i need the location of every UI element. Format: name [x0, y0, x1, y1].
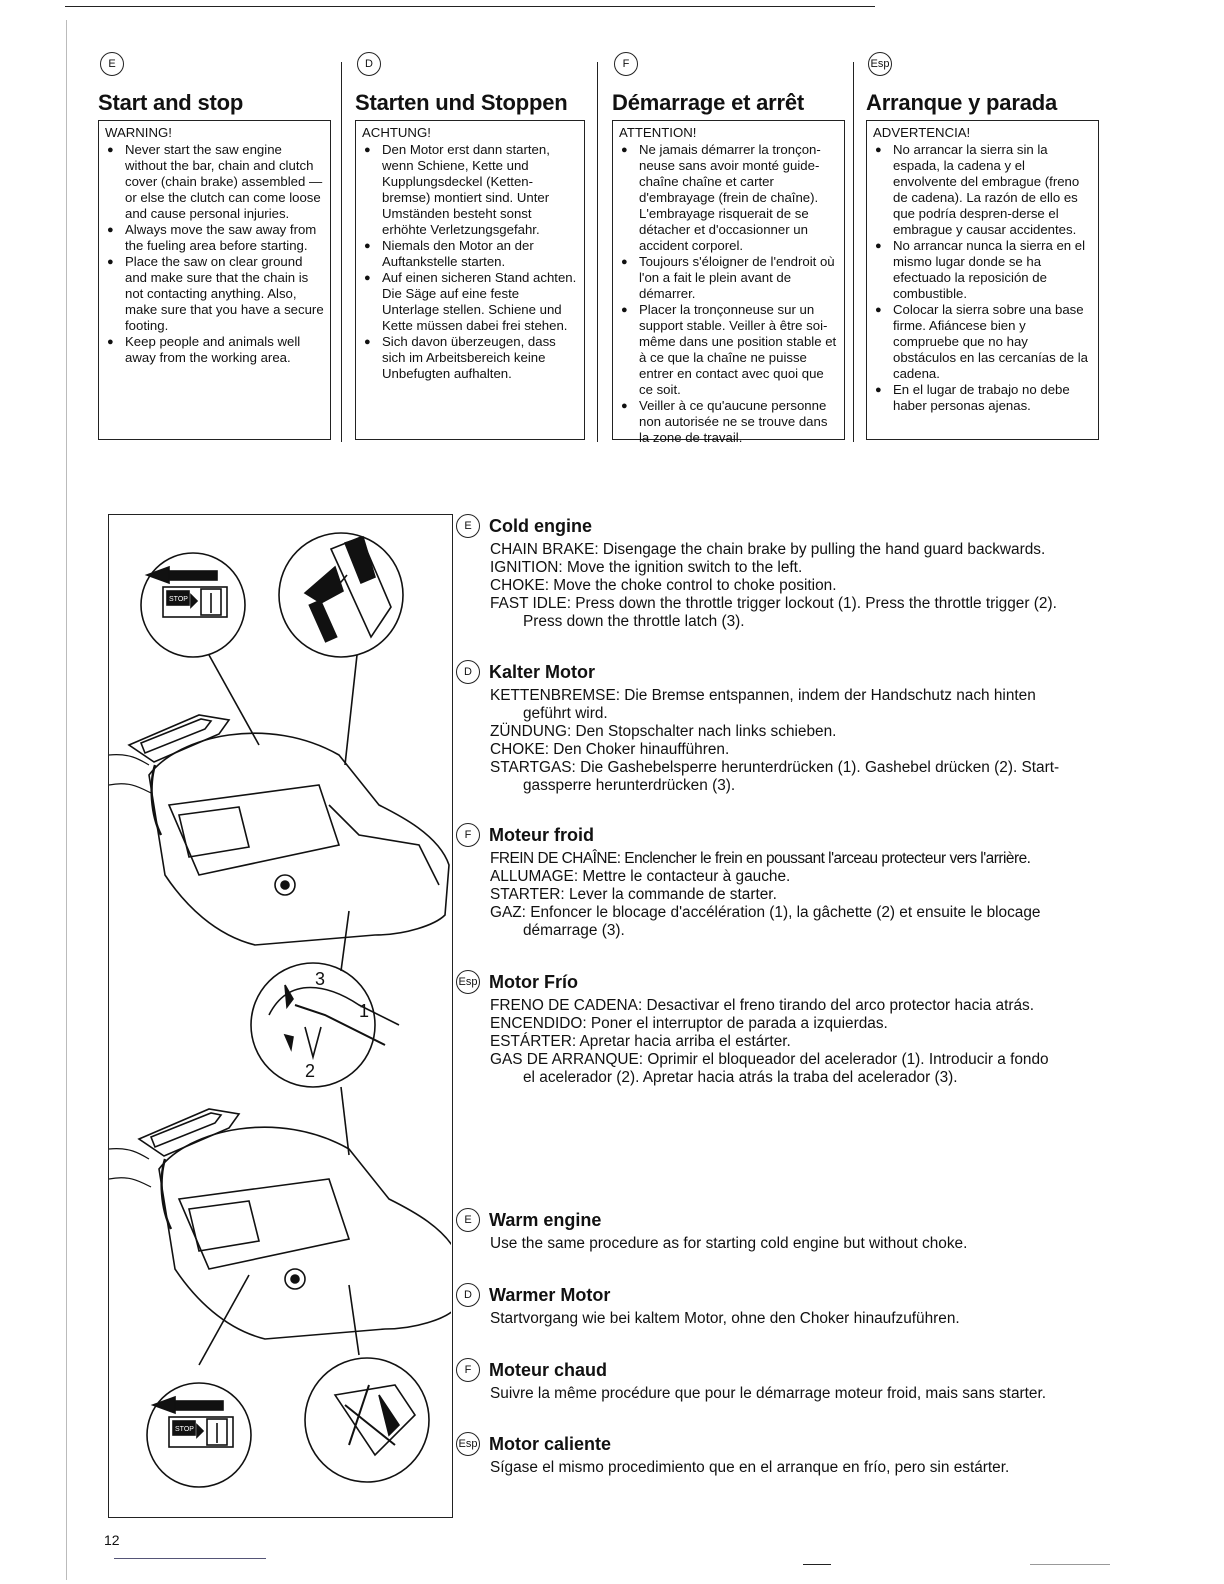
- chainsaw-bottom-drawing: [109, 1109, 451, 1339]
- language-badge: D: [456, 660, 480, 684]
- language-badge: E: [456, 514, 480, 538]
- instruction-line: FREIN DE CHAÎNE: Enclencher le frein en poussant l'arceau protecteur vers l'arrière.: [490, 850, 1031, 867]
- warning-item: ● No arrancar la sierra sin la espada, la cadena y el envolvente del embrague (freno de cadena). La razón de ello es que podría despren-derse el embrague y causar accidentes.: [873, 142, 1092, 238]
- chainsaw-top-drawing: [109, 715, 449, 945]
- warm-engine-french: [456, 1358, 1116, 1403]
- stop-switch-detail-icon: [141, 553, 245, 657]
- instruction-line: STARTGAS: Die Gashebelsperre herunterdrücken (1). Gashebel drücken (2). Start- gassperre herunterdrücken (3).: [490, 759, 1060, 794]
- chain-brake-detail-icon: [305, 1358, 429, 1482]
- column-divider: [341, 62, 342, 442]
- left-margin-rule: [66, 20, 67, 1580]
- footer-rule: [803, 1564, 831, 1565]
- instruction-line: Sígase el mismo procedimiento que en el arranque en frío, pero sin estárter.: [490, 1459, 1010, 1476]
- svg-text:3: 3: [315, 969, 326, 989]
- column-english: [98, 52, 334, 440]
- language-badge: F: [614, 52, 638, 76]
- warning-item: ● Always move the saw away from the fueling area before starting.: [105, 222, 324, 254]
- column-divider: [853, 62, 854, 442]
- section-heading: Warm engine: [489, 1209, 602, 1230]
- warning-heading: ATTENTION!: [619, 125, 697, 140]
- warning-item: ● Veiller à ce qu'aucune personne non autorisée ne se trouve dans la zone de travail.: [619, 398, 838, 446]
- warning-item: ● En el lugar de trabajo no debe haber personas ajenas.: [873, 382, 1092, 414]
- language-badge: F: [456, 823, 480, 847]
- section-heading: Moteur froid: [489, 824, 594, 845]
- warning-item: ● Den Motor erst dann starten, wenn Schiene, Kette und Kupplungsdeckel (Ketten-bremse) montiert sind. Unter Umständen besteht sonst erhöhte Verletzungsgefahr.: [362, 142, 578, 238]
- instruction-line: KETTENBREMSE: Die Bremse entspannen, indem der Handschutz nach hinten geführt wird.: [490, 687, 1036, 722]
- instruction-line: IGNITION: Move the ignition switch to the left.: [490, 559, 803, 576]
- section-title: Starten und Stoppen: [355, 90, 568, 115]
- warning-box: [866, 120, 1099, 440]
- warm-engine-german: [456, 1283, 1116, 1328]
- cold-engine-english: [456, 514, 1116, 631]
- instruction-line: ALLUMAGE: Mettre le contacteur à gauche.: [490, 868, 791, 885]
- section-title: Démarrage et arrêt: [612, 90, 805, 115]
- warning-item: ● Never start the saw engine without the bar, chain and clutch cover (chain brake) assembled — or else the clutch can come loose and cause personal injuries.: [105, 142, 324, 222]
- instruction-line: GAS DE ARRANQUE: Oprimir el bloqueador del acelerador (1). Introducir a fondo el acelerador (2). Apretar hacia atrás la traba del acelerador (3).: [490, 1051, 1049, 1086]
- chainsaw-illustration: [108, 514, 453, 1518]
- language-badge: Esp: [868, 52, 892, 76]
- warning-box: [98, 120, 331, 440]
- warning-heading: WARNING!: [105, 125, 172, 140]
- warning-heading: ADVERTENCIA!: [873, 125, 971, 140]
- language-badge: Esp: [456, 1432, 480, 1456]
- section-title: Start and stop: [98, 90, 244, 115]
- top-rule: [65, 6, 875, 7]
- instruction-line: Use the same procedure as for starting cold engine but without choke.: [490, 1235, 968, 1252]
- section-heading: Warmer Motor: [489, 1284, 611, 1305]
- warning-item: ● Placer la tronçonneuse sur un support stable. Veiller à être soi-même dans une position stable et à ce que la chaîne ne puisse entrer en contact avec quoi que ce soit.: [619, 302, 838, 398]
- page-number: 12: [104, 1532, 120, 1548]
- warm-engine-english: [456, 1208, 1116, 1253]
- instruction-line: CHOKE: Move the choke control to choke position.: [490, 577, 837, 594]
- instruction-line: STARTER: Lever la commande de starter.: [490, 886, 777, 903]
- warning-item: ● Keep people and animals well away from the working area.: [105, 334, 324, 366]
- warning-item: ● No arrancar nunca la sierra en el mismo lugar donde se ha efectuado la reposición de combustible.: [873, 238, 1092, 302]
- cold-engine-german: [456, 660, 1116, 795]
- instruction-line: Suivre la même procédure que pour le démarrage moteur froid, mais sans starter.: [490, 1385, 1047, 1402]
- instruction-line: ZÜNDUNG: Den Stopschalter nach links schieben.: [490, 723, 837, 740]
- section-heading: Moteur chaud: [489, 1359, 608, 1380]
- section-heading: Motor Frío: [489, 971, 578, 992]
- svg-text:1: 1: [359, 1001, 370, 1021]
- svg-text:STOP: STOP: [169, 596, 188, 603]
- cold-engine-spanish: [456, 970, 1116, 1087]
- instruction-line: CHAIN BRAKE: Disengage the chain brake by pulling the hand guard backwards.: [490, 541, 1046, 558]
- column-french: [612, 52, 848, 445]
- warning-box: [612, 120, 845, 445]
- warning-item: ● Sich davon überzeugen, dass sich im Arbeitsbereich keine Unbefugten aufhalten.: [362, 334, 578, 382]
- column-spanish: [866, 52, 1102, 440]
- warning-item: ● Auf einen sicheren Stand achten. Die Säge auf eine feste Unterlage stellen. Schiene und Kette müssen dabei frei stehen.: [362, 270, 578, 334]
- footer-rule: [1030, 1564, 1110, 1565]
- instruction-line: FAST IDLE: Press down the throttle trigger lockout (1). Press the throttle trigger (2). Press down the throttle latch (3).: [490, 595, 1057, 630]
- warning-item: ● Ne jamais démarrer la tronçon-neuse sans avoir monté guide-chaîne chaîne et carter d'embrayage (frein de chaîne). L'embrayage risquerait de se détacher et d'occasionner un accident corporel.: [619, 142, 838, 254]
- warning-heading: ACHTUNG!: [362, 125, 431, 140]
- cold-engine-french: [456, 823, 1116, 940]
- instruction-line: FRENO DE CADENA: Desactivar el freno tirando del arco protector hacia atrás.: [490, 997, 1035, 1014]
- svg-text:STOP: STOP: [175, 1426, 194, 1433]
- column-german: [355, 52, 591, 440]
- throttle-trigger-detail-icon: [251, 963, 399, 1087]
- warm-engine-spanish: [456, 1432, 1116, 1477]
- instruction-line: GAZ: Enfoncer le blocage d'accélération (1), la gâchette (2) et ensuite le blocage démarrage (3).: [490, 904, 1041, 939]
- language-badge: E: [456, 1208, 480, 1232]
- section-heading: Motor caliente: [489, 1433, 612, 1454]
- chain-brake-detail-icon: [279, 533, 403, 657]
- warning-item: ● Place the saw on clear ground and make sure that the chain is not contacting anything. Also, make sure that you have a secure footing.: [105, 254, 324, 334]
- section-title: Arranque y parada: [866, 90, 1058, 115]
- warning-item: ● Niemals den Motor an der Auftankstelle starten.: [362, 238, 578, 270]
- language-badge: F: [456, 1358, 480, 1382]
- language-badge: D: [357, 52, 381, 76]
- footer-rule: [114, 1558, 266, 1559]
- warning-item: ● Toujours s'éloigner de l'endroit où l'on a fait le plein avant de démarrer.: [619, 254, 838, 302]
- instruction-line: Startvorgang wie bei kaltem Motor, ohne den Choker hinaufzuführen.: [490, 1310, 960, 1327]
- stop-switch-detail-icon: [147, 1383, 251, 1487]
- section-heading: Kalter Motor: [489, 661, 596, 682]
- svg-text:2: 2: [305, 1061, 316, 1081]
- instruction-line: ENCENDIDO: Poner el interruptor de parada a izquierdas.: [490, 1015, 888, 1032]
- language-badge: D: [456, 1283, 480, 1307]
- instruction-line: CHOKE: Den Choker hinaufführen.: [490, 741, 730, 758]
- warning-item: ● Colocar la sierra sobre una base firme. Afiáncese bien y compruebe que no hay obstáculos en las cercanías de la cadena.: [873, 302, 1092, 382]
- warning-box: [355, 120, 585, 440]
- section-heading: Cold engine: [489, 515, 592, 536]
- language-badge: E: [100, 52, 124, 76]
- instruction-line: ESTÁRTER: Apretar hacia arriba el estárter.: [490, 1033, 791, 1050]
- language-badge: Esp: [456, 970, 480, 994]
- column-divider: [597, 62, 598, 442]
